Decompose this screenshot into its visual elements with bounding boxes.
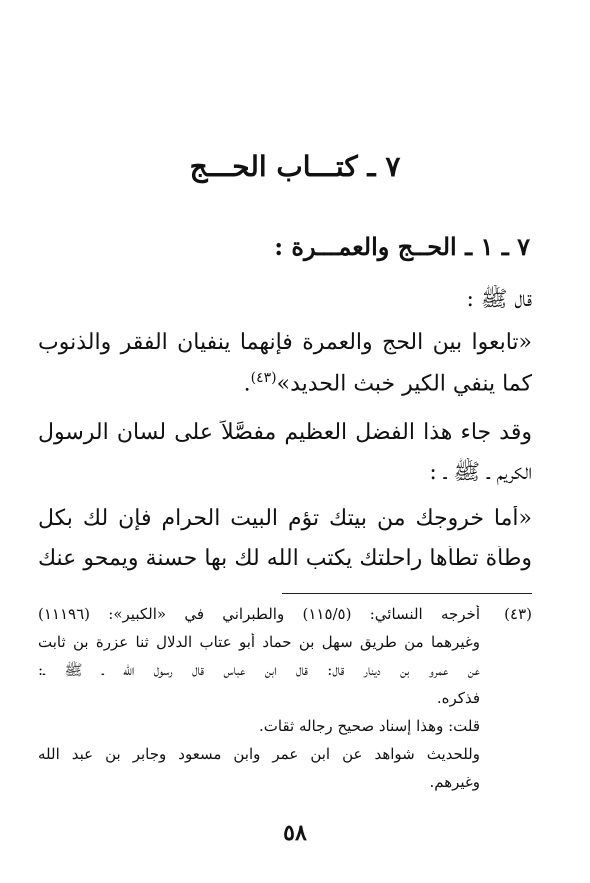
footnote-ref: (٤٣) xyxy=(250,370,277,386)
body-line-2: «تابعوا بين الحج والعمرة فإنهما ينفيان الفقر والذنوب xyxy=(38,330,532,355)
page-number: ٥٨ xyxy=(283,820,307,846)
footnote-line-7: وغيرهم. xyxy=(429,773,480,791)
chapter-title: ٧ ـ كتـــاب الحـــج xyxy=(189,150,401,183)
hadith-text: كما ينفي الكير خبث الحديد» xyxy=(276,371,532,397)
footnote-line-5: قلت: وهذا إسناد صحيح رجاله ثقات. xyxy=(258,717,480,735)
footnote-separator xyxy=(282,593,532,594)
footnote-line-3: عن عمرو بن دينار قال: قال ابن عباس قال رسول الله ـ ﷺ ـ: xyxy=(38,661,480,679)
footnote-line-4: فذكره. xyxy=(436,689,480,707)
footnote-line-1: أخرجه النسائي: (١١٥/٥) والطبراني في «الكبير»: (١١١٩٦) xyxy=(38,605,480,623)
footnote-line-6: وللحديث شواهد عن ابن عمر وابن مسعود وجابر بن عبد الله xyxy=(38,745,480,763)
body-line-5: الكريم ـ ﷺ ـ : xyxy=(429,460,532,485)
footnote-number: (٤٣) xyxy=(504,605,532,623)
body-line-3 xyxy=(38,370,532,396)
line-end-period: . xyxy=(243,371,251,397)
footnote-line-2: وغيرهما من طريق سهل بن حماد أبو عتاب الدلال ثنا عزرة بن ثابت xyxy=(38,633,480,651)
body-line-6: «أما خروجك من بيتك تؤم البيت الحرام فإن لك بكل xyxy=(38,506,532,531)
body-line-4: وقد جاء هذا الفضل العظيم مفصَّلاً على لسان الرسول xyxy=(38,420,532,445)
section-title: ٧ ـ ١ ـ الحــج والعمـــرة : xyxy=(274,232,530,261)
body-line-7: وطأة تطأها راحلتك يكتب الله لك بها حسنة ويمحو عنك xyxy=(38,546,532,571)
body-line-1: قال ﷺ : xyxy=(466,287,532,312)
